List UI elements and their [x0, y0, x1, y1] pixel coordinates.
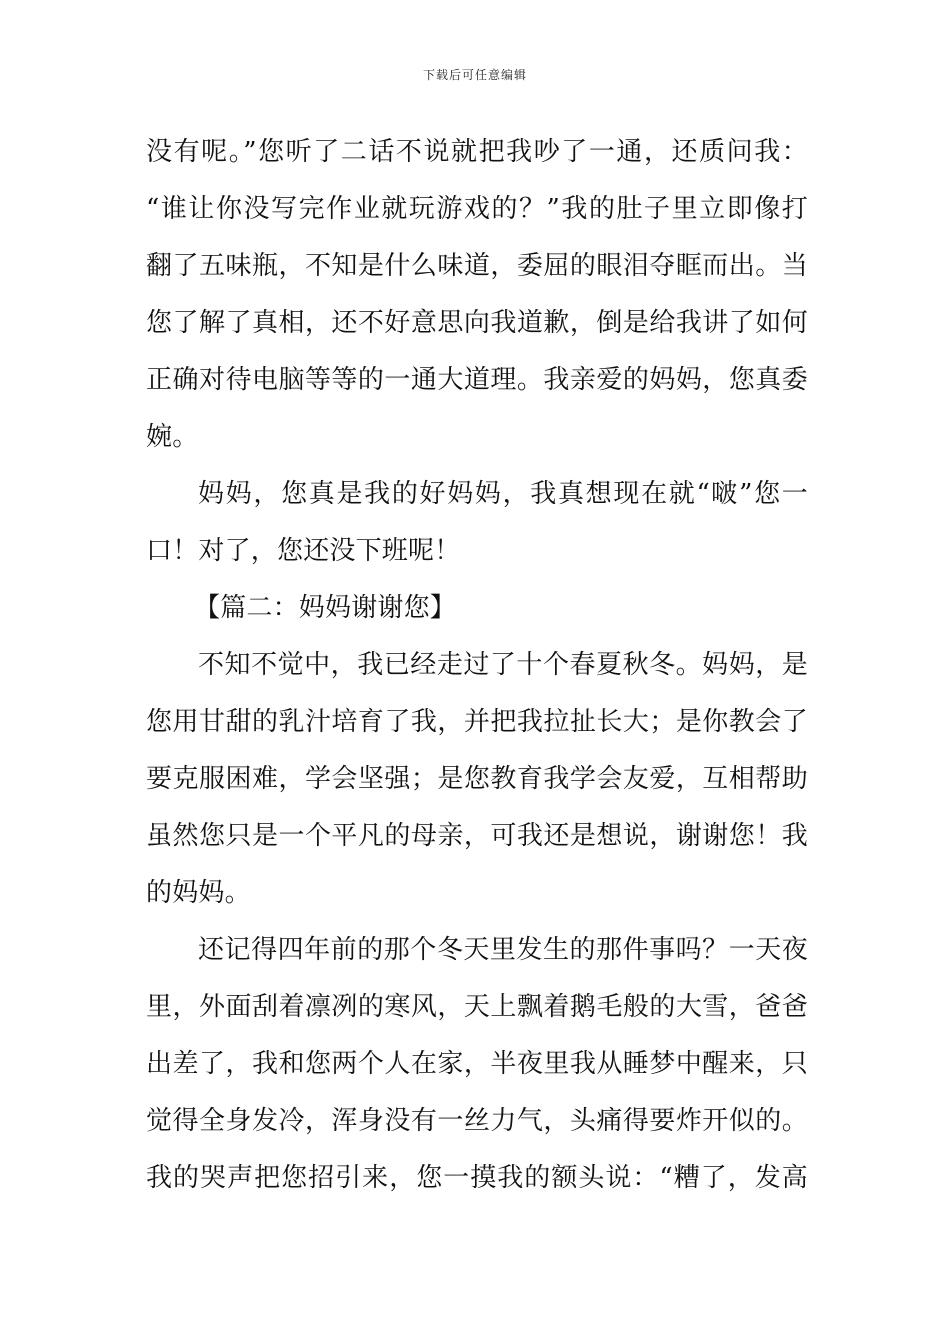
text-line: 虽然您只是一个平凡的母亲，可我还是想说，谢谢您！我	[146, 821, 808, 851]
text-line: 口！对了，您还没下班呢！	[146, 536, 461, 566]
text-line: 翻了五味瓶，不知是什么味道，委屈的眼泪夺眶而出。当	[146, 251, 808, 281]
page-header: 下载后可任意编辑	[422, 68, 527, 82]
text-line: 没有呢。”您听了二话不说就把我吵了一通，还质问我：	[146, 137, 808, 167]
text-line: “谁让你没写完作业就玩游戏的？”我的肚子里立即像打	[146, 194, 808, 224]
section-heading: 【篇二：妈妈谢谢您】	[194, 593, 457, 623]
document-body	[146, 124, 808, 1207]
text-line: 的妈妈。	[146, 878, 251, 908]
text-line: 要克服困难，学会坚强；是您教育我学会友爱，互相帮助	[146, 764, 808, 794]
text-line: 您用甘甜的乳汁培育了我，并把我拉扯长大；是你教会了	[146, 707, 808, 737]
text-line: 出差了，我和您两个人在家，半夜里我从睡梦中醒来，只	[146, 1049, 808, 1079]
paragraph-start-line: 还记得四年前的那个冬天里发生的那件事吗？一天夜	[198, 935, 808, 965]
text-line: 婉。	[146, 422, 199, 452]
text-line: 正确对待电脑等等的一通大道理。我亲爱的妈妈，您真委	[146, 365, 808, 395]
text-line: 觉得全身发冷，浑身没有一丝力气，头痛得要炸开似的。	[146, 1106, 808, 1136]
text-line: 我的哭声把您招引来，您一摸我的额头说：“糟了，发高	[146, 1163, 808, 1193]
text-line: 里，外面刮着凛冽的寒风，天上飘着鹅毛般的大雪，爸爸	[146, 992, 808, 1022]
paragraph-start-line: 妈妈，您真是我的好妈妈，我真想现在就“啵”您一	[198, 479, 808, 509]
text-line: 您了解了真相，还不好意思向我道歉，倒是给我讲了如何	[146, 308, 808, 338]
paragraph-start-line: 不知不觉中，我已经走过了十个春夏秋冬。妈妈，是	[198, 650, 808, 680]
